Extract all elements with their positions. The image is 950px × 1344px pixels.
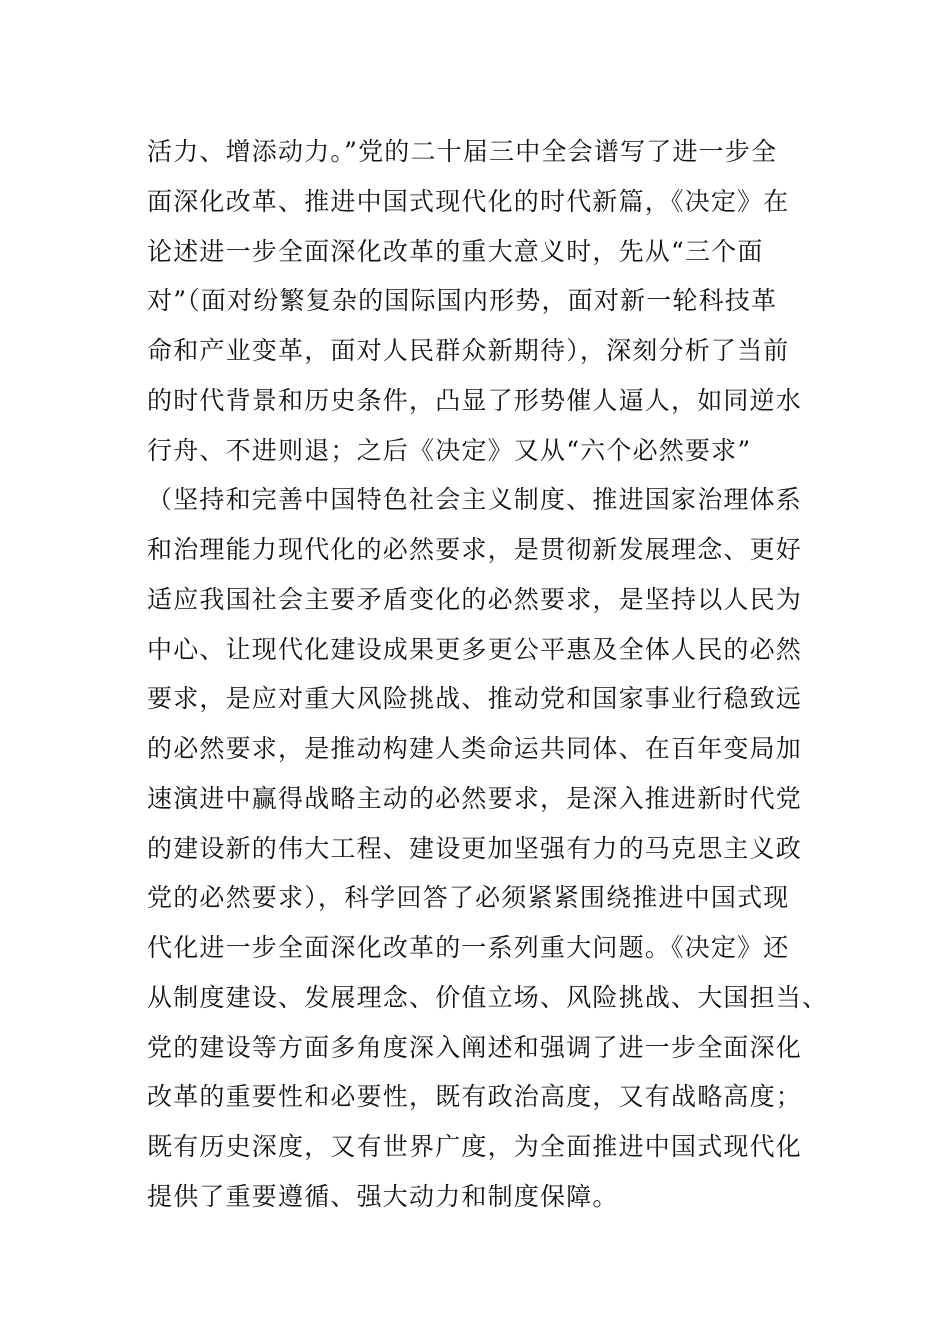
text-line: 命和产业变革，面对人民群众新期待），深刻分析了当前 xyxy=(147,336,790,365)
text-line: 中心、让现代化建设成果更多更公平惠及全体人民的必然 xyxy=(147,634,803,664)
body-paragraph xyxy=(147,134,829,1229)
text-line: 适应我国社会主要矛盾变化的必然要求，是坚持以人民为 xyxy=(147,584,803,614)
text-line: 党的必然要求），科学回答了必须紧紧围绕推进中国式现 xyxy=(147,883,790,913)
text-line: 提供了重要遵循、强大动力和制度保障。 xyxy=(147,1181,619,1211)
text-line: 活力、增添动力。”党的二十届三中全会谱写了进一步全 xyxy=(147,137,778,166)
text-line: 要求，是应对重大风险挑战、推动党和国家事业行稳致远 xyxy=(147,684,803,714)
text-line: （坚持和完善中国特色社会主义制度、推进国家治理体系 xyxy=(147,485,803,515)
text-line: 的建设新的伟大工程、建设更加坚强有力的马克思主义政 xyxy=(147,833,803,863)
text-line: 从制度建设、发展理念、价值立场、风险挑战、大国担当、 xyxy=(147,982,829,1012)
text-line: 党的建设等方面多角度深入阐述和强调了进一步全面深化 xyxy=(147,1032,803,1062)
text-line: 论述进一步全面深化改革的重大意义时，先从“三个面 xyxy=(147,236,764,266)
text-line: 对”（面对纷繁复杂的国际国内形势，面对新一轮科技革 xyxy=(147,286,778,316)
text-line: 和治理能力现代化的必然要求，是贯彻新发展理念、更好 xyxy=(147,535,803,564)
text-line: 代化进一步全面深化改革的一系列重大问题。《决定》还 xyxy=(147,933,790,962)
text-line: 行舟、不进则退；之后《决定》又从“六个必然要求” xyxy=(147,435,752,465)
text-line: 速演进中赢得战略主动的必然要求，是深入推进新时代党 xyxy=(147,783,803,813)
text-line: 的时代背景和历史条件，凸显了形势催人逼人，如同逆水 xyxy=(147,385,803,415)
text-line: 的必然要求，是推动构建人类命运共同体、在百年变局加 xyxy=(147,734,803,763)
text-line: 面深化改革、推进中国式现代化的时代新篇，《决定》在 xyxy=(147,186,790,216)
text-line: 既有历史深度，又有世界广度，为全面推进中国式现代化 xyxy=(147,1132,803,1161)
text-line: 改革的重要性和必要性，既有政治高度，又有战略高度； xyxy=(147,1082,803,1112)
